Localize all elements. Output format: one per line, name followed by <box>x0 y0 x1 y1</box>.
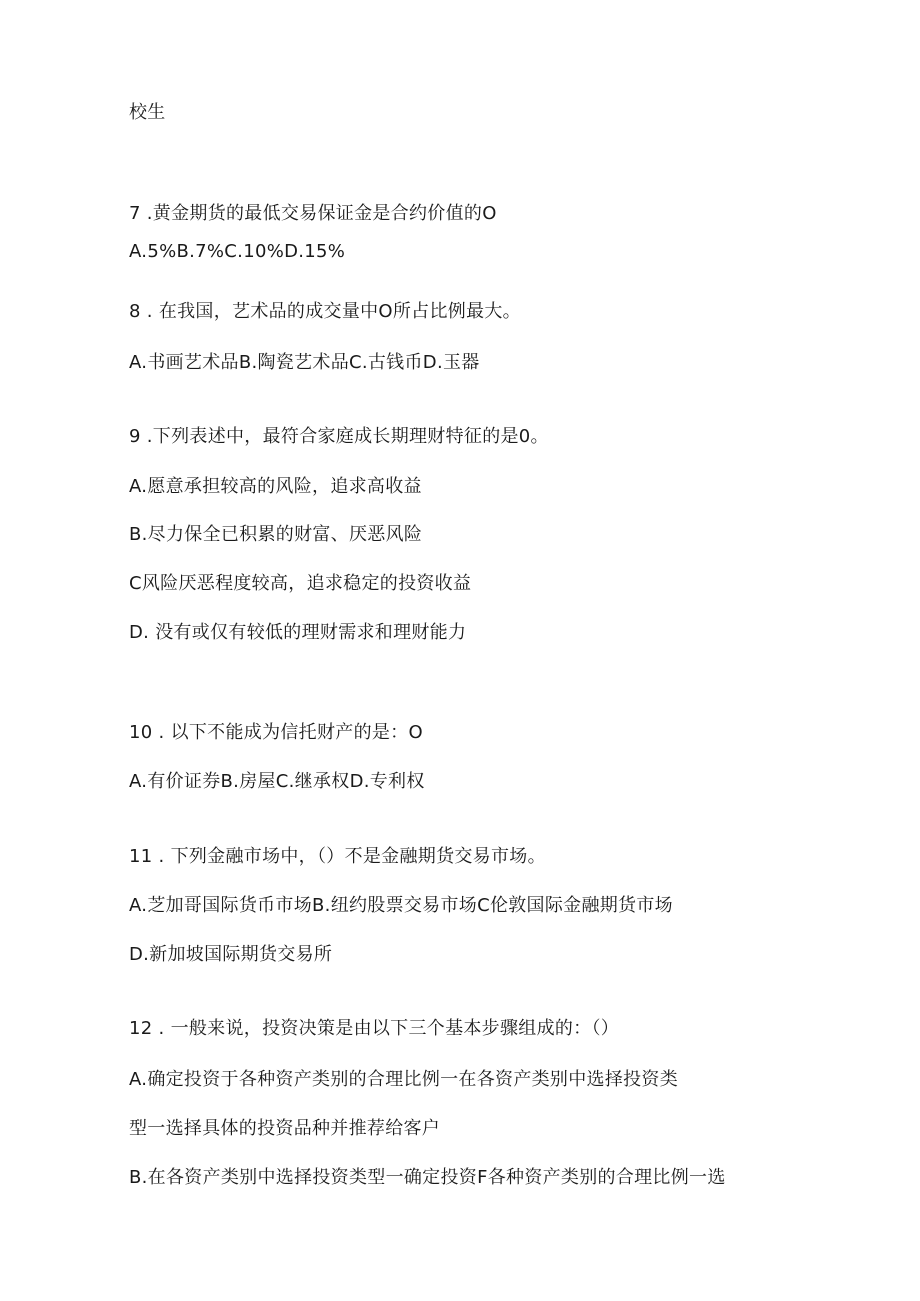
question-10-options: A.有价证券B.房屋C.继承权D.专利权 <box>129 771 425 792</box>
question-12-option-a-line-2: 型一选择具体的投资品种并推荐给客户 <box>129 1118 441 1139</box>
question-11-stem: 11 . 下列金融市场中，（）不是金融期货交易市场。 <box>129 846 546 867</box>
question-8-options: A.书画艺术品B.陶瓷艺术品C.古钱币D.玉器 <box>129 352 480 373</box>
question-12-option-a-line-1: A.确定投资于各种资产类别的合理比例一在各资产类别中选择投资类 <box>129 1069 679 1090</box>
question-11-options-line-2: D.新加坡国际期货交易所 <box>129 944 333 965</box>
question-10-stem: 10 . 以下不能成为信托财产的是：O <box>129 722 423 743</box>
question-8-stem: 8 . 在我国，艺术品的成交量中O所占比例最大。 <box>129 301 521 322</box>
question-9-option-b: B.尽力保全已积累的财富、厌恶风险 <box>129 524 423 545</box>
question-9-option-d: D. 没有或仅有较低的理财需求和理财能力 <box>129 622 467 643</box>
question-9-option-c: C风险厌恶程度较高，追求稳定的投资收益 <box>129 573 472 594</box>
question-7-stem: 7 .黄金期货的最低交易保证金是合约价值的O <box>129 203 497 224</box>
question-12-stem: 12 . 一般来说，投资决策是由以下三个基本步骤组成的：（） <box>129 1018 620 1039</box>
text-line-fragment: 校生 <box>129 102 166 123</box>
question-7-options: A.5%B.7%C.10%D.15% <box>129 241 346 262</box>
question-9-option-a: A.愿意承担较高的风险，追求高收益 <box>129 476 422 497</box>
question-9-stem: 9 .下列表述中，最符合家庭成长期理财特征的是0。 <box>129 426 549 447</box>
question-12-option-b-line-1: B.在各资产类别中选择投资类型一确定投资F各种资产类别的合理比例一选 <box>129 1167 726 1188</box>
question-11-options-line-1: A.芝加哥国际货币市场B.纽约股票交易市场C伦敦国际金融期货市场 <box>129 895 673 916</box>
